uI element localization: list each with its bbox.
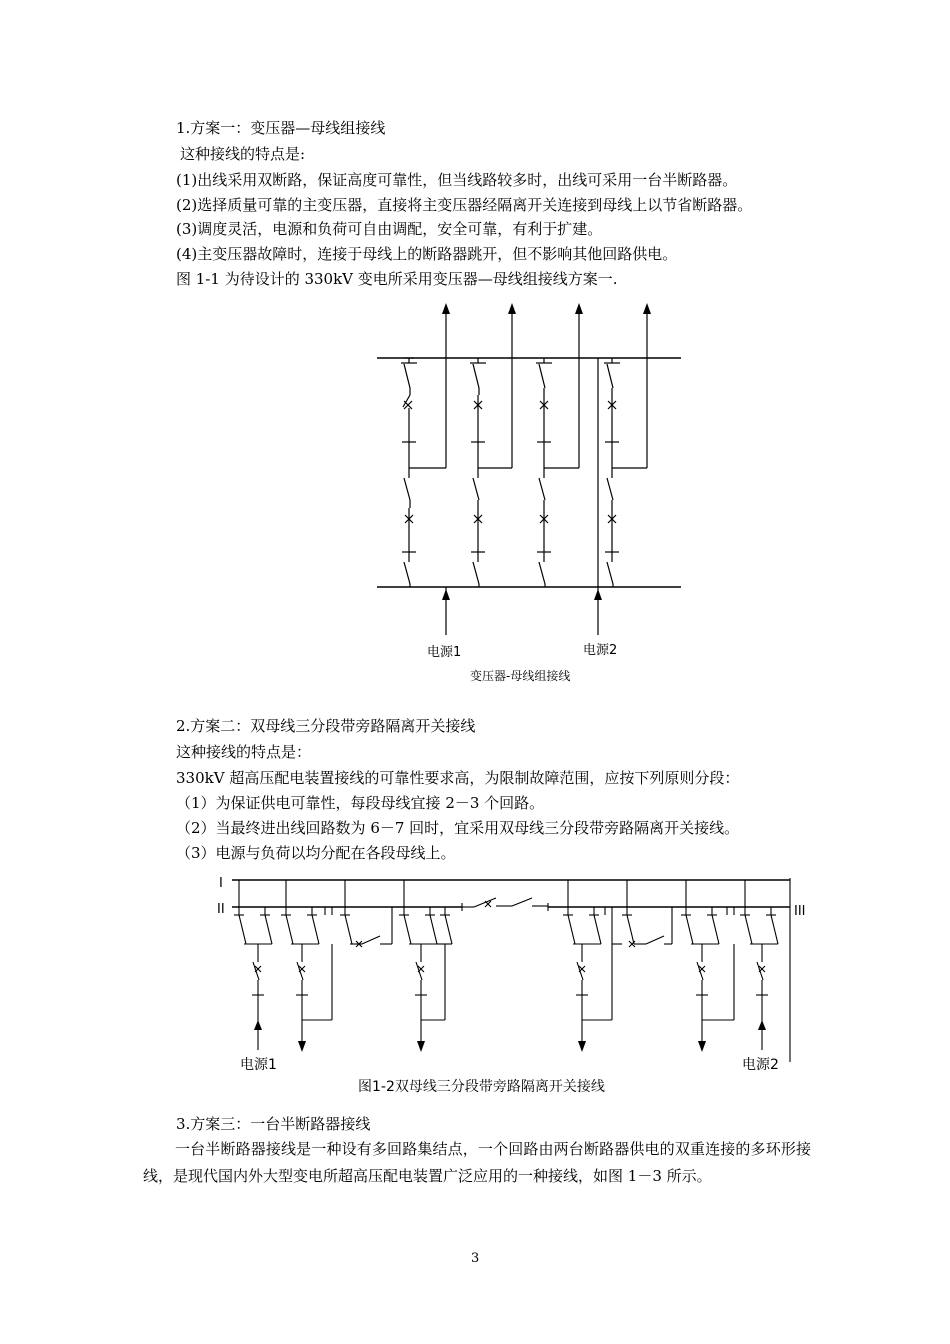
bus-I-drops <box>239 880 745 915</box>
section2-point-1: （1）为保证供电可靠性，每段母线宜接 2－3 个回路。 <box>176 794 545 812</box>
feeder-column-1 <box>401 312 446 587</box>
section1-point-4: (4)主变压器故障时，连接于母线上的断路器跳开，但不影响其他回路供电。 <box>176 245 678 263</box>
fig1-source1-label: 电源1 <box>427 645 462 660</box>
section2-lead: 330kV 超高压配电装置接线的可靠性要求高，为限制故障范围，应按下列原则分段： <box>176 769 740 787</box>
fig2-caption: 图1-2双母线三分段带旁路隔离开关接线 <box>358 1079 605 1095</box>
bus-sectionalizer <box>462 898 548 911</box>
section1-point-1: (1)出线采用双断路，保证高度可靠性，但当线路较多时，出线可采用一台半断路器。 <box>176 171 738 189</box>
section2-title: 2.方案二：双母线三分段带旁路隔离开关接线 <box>176 717 476 735</box>
feeder-column-3 <box>536 312 579 587</box>
bus-II-label: II <box>217 902 225 917</box>
section1-figure-reference: 图 1-1 为待设计的 330kV 变电所采用变压器—母线组接线方案一. <box>176 270 618 288</box>
section1-point-2: (2)选择质量可靠的主变压器，直接将主变压器经隔离开关连接到母线上以节省断路器。 <box>176 196 753 214</box>
section1-point-3: (3)调度灵活，电源和负荷可自由调配，安全可靠，有利于扩建。 <box>176 220 603 238</box>
feeder-lines <box>252 944 768 1050</box>
fig2-source2-label: 电源2 <box>742 1057 779 1073</box>
figure-1-2-diagram <box>0 868 950 1103</box>
fig1-source2-label: 电源2 <box>583 643 618 658</box>
bus-III-label: III <box>794 904 806 919</box>
feeder-column-2 <box>470 312 512 587</box>
source1-arrow <box>442 589 450 600</box>
fig1-caption: 变压器-母线组接线 <box>470 669 571 683</box>
outgoing-arrows <box>442 303 651 314</box>
section3-title: 3.方案三：一台半断路器接线 <box>176 1115 371 1133</box>
feeder-column-4 <box>604 312 647 587</box>
section2-point-3: （3）电源与负荷以均分配在各段母线上。 <box>176 844 456 862</box>
source2-arrow <box>594 589 602 600</box>
section2-point-2: （2）当最终进出线回路数为 6－7 回时，宜采用双母线三分段带旁路隔离开关接线。 <box>176 819 740 837</box>
bus-I-label: I <box>219 876 223 891</box>
page-number: 3 <box>471 1251 480 1266</box>
disconnector-pairs <box>234 907 778 947</box>
section1-intro: 这种接线的特点是: <box>180 145 306 163</box>
fig2-source1-label: 电源1 <box>240 1057 277 1073</box>
feeder-arrows <box>254 1020 766 1052</box>
section2-intro: 这种接线的特点是： <box>176 743 312 761</box>
section1-title: 1.方案一：变压器—母线组接线 <box>176 119 386 137</box>
figure-1-1-diagram <box>0 295 950 695</box>
section3-paragraph: 一台半断路器接线是一种设有多回路集结点，一个回路由两台断路器供电的双重连接的多环形接线，是现代国内外大型变电所超高压配电装置广泛应用的一种接线，如图 1－3 所示。 <box>143 1140 811 1185</box>
